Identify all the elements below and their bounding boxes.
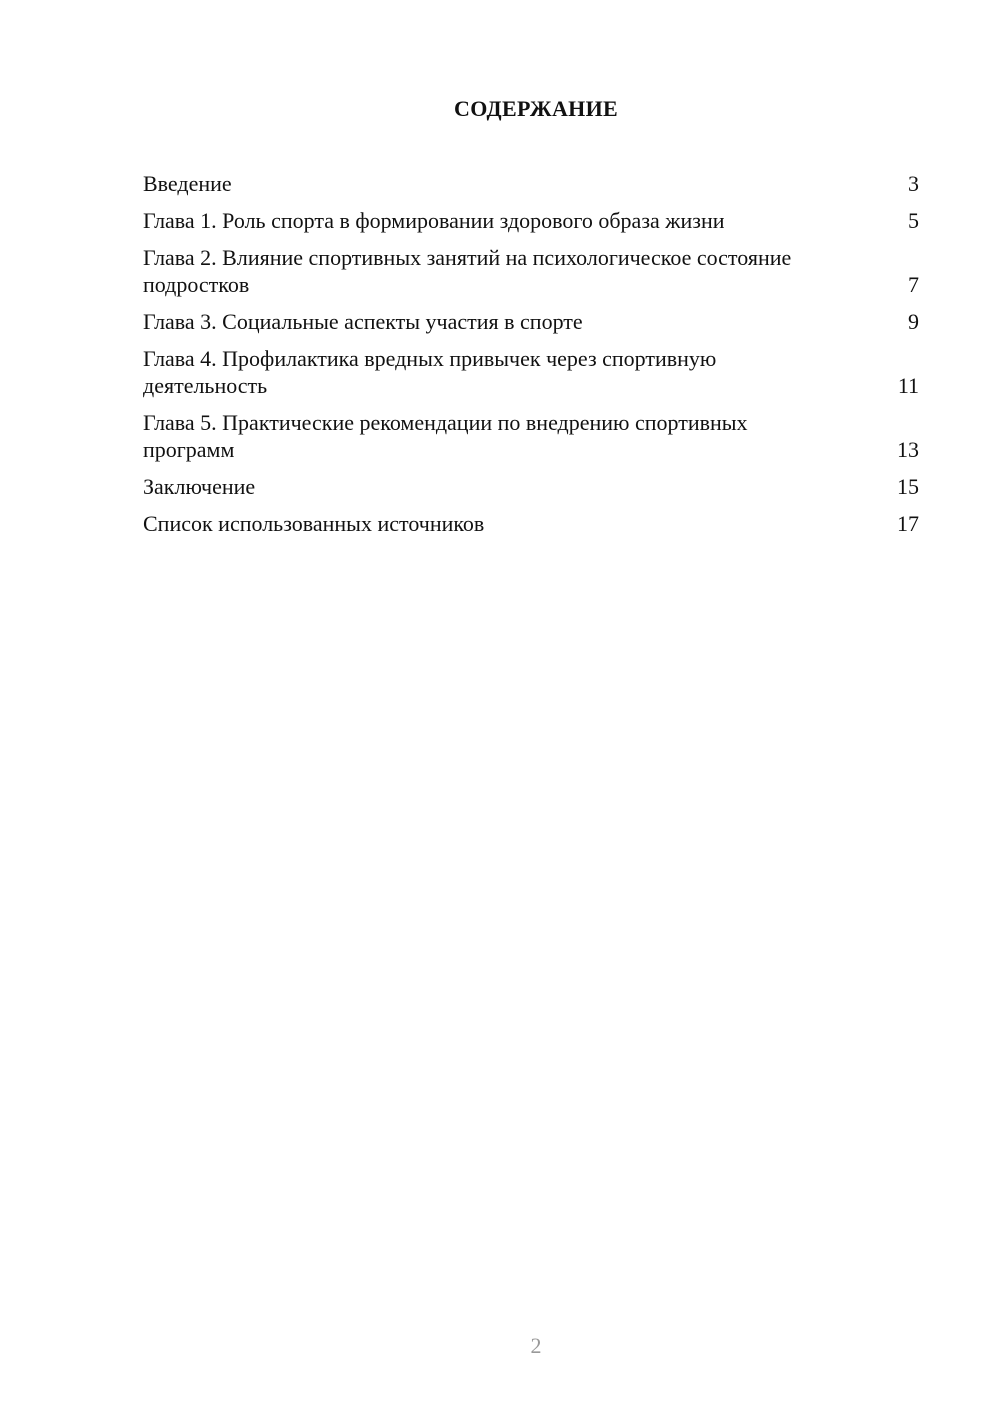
toc-entry-conclusion[interactable] xyxy=(143,473,919,500)
toc-entry-page: 5 xyxy=(908,208,919,233)
toc-entry-chapter-5[interactable] xyxy=(143,409,919,463)
toc-entry-title: Глава 2. Влияние спортивных занятий на психологическое состояние подростков xyxy=(143,245,792,297)
toc-entry-page: 7 xyxy=(908,272,919,297)
table-of-contents xyxy=(143,170,919,547)
toc-entry-title: Заключение xyxy=(143,474,256,499)
toc-entry-page: 11 xyxy=(897,373,919,398)
toc-entry-title: Глава 5. Практические рекомендации по внедрению спортивных программ xyxy=(143,410,748,462)
toc-entry-references[interactable] xyxy=(143,510,919,537)
toc-entry-chapter-3[interactable] xyxy=(143,308,919,335)
toc-entry-introduction[interactable] xyxy=(143,170,919,197)
toc-entry-page: 15 xyxy=(897,474,919,499)
toc-entry-chapter-4[interactable] xyxy=(143,345,919,399)
toc-entry-title: Введение xyxy=(143,171,232,196)
toc-entry-chapter-2[interactable] xyxy=(143,244,919,298)
toc-entry-page: 3 xyxy=(908,171,919,196)
toc-entry-title: Глава 4. Профилактика вредных привычек через спортивную деятельность xyxy=(143,346,717,398)
toc-entry-page: 13 xyxy=(897,437,919,462)
page-number: 2 xyxy=(530,1333,542,1358)
toc-entry-chapter-1[interactable] xyxy=(143,207,919,234)
page-title: СОДЕРЖАНИЕ xyxy=(454,96,618,121)
toc-entry-page: 9 xyxy=(908,309,919,334)
toc-entry-page: 17 xyxy=(897,511,919,536)
toc-entry-title: Глава 3. Социальные аспекты участия в спорте xyxy=(143,309,583,334)
toc-entry-title: Список использованных источников xyxy=(143,511,485,536)
toc-entry-title: Глава 1. Роль спорта в формировании здорового образа жизни xyxy=(143,208,725,233)
